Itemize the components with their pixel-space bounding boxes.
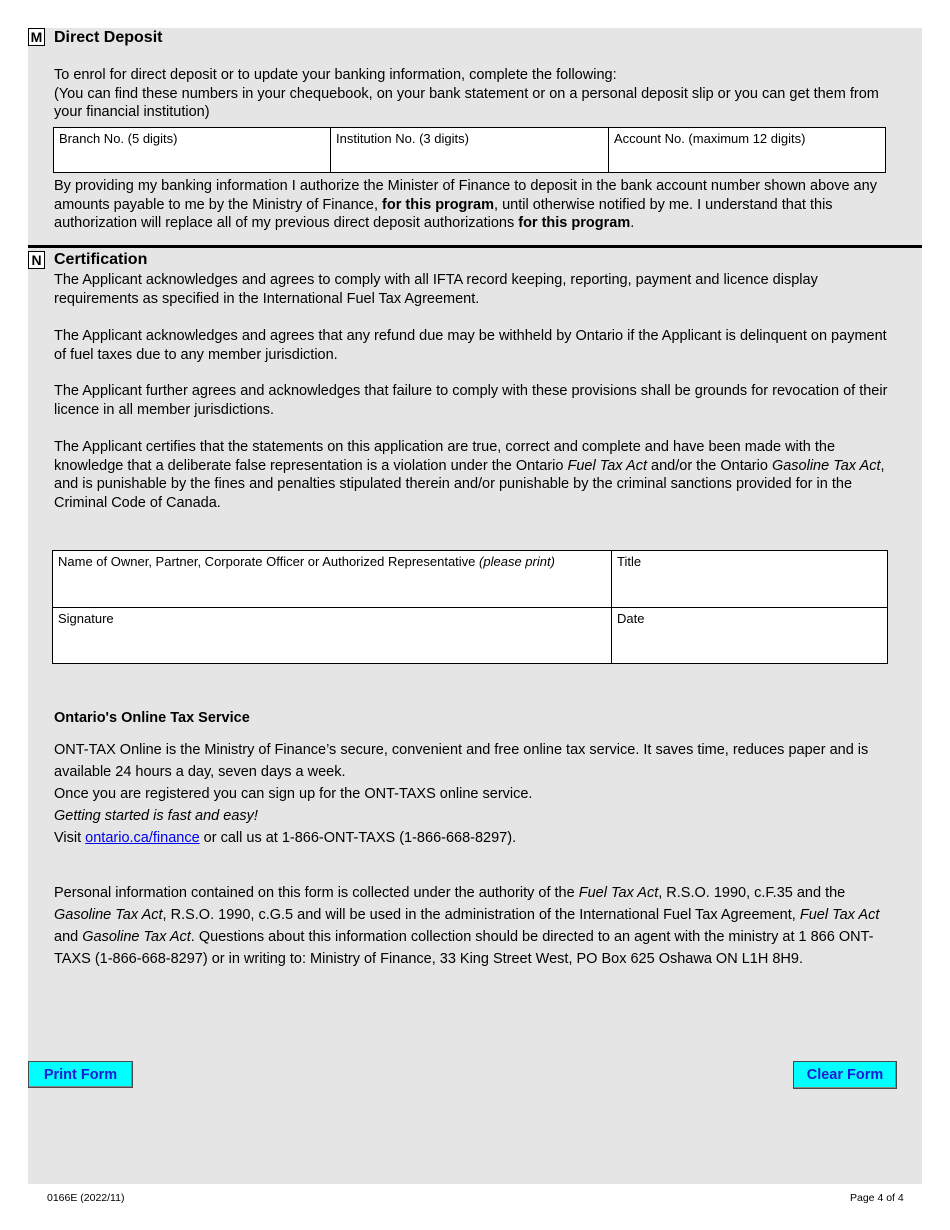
section-m-letter: M [28, 28, 45, 46]
privacy-statement [54, 882, 899, 970]
auth-bold-2: for this program [518, 215, 631, 231]
title-field[interactable] [611, 550, 888, 608]
signature-field[interactable] [52, 607, 612, 664]
cert-p4-text-b: and/or the Ontario [647, 457, 772, 474]
online-service-text [54, 739, 899, 849]
certification-paragraph-4 [54, 438, 894, 512]
online-service-visit-line [54, 827, 899, 849]
auth-text-1: By providing my banking information I authorize the Minister of Finance to deposit in the bank account number shown above any amounts payable to me by the Ministry of Finance, [54, 178, 877, 213]
representative-name-label [58, 554, 555, 569]
direct-deposit-intro-line-1: To enrol for direct deposit or to update your banking information, complete the following: [54, 67, 617, 83]
account-number-field[interactable] [608, 127, 886, 173]
cert-p4-fuel-tax-act: Fuel Tax Act [567, 457, 647, 474]
account-number-label: Account No. (maximum 12 digits) [614, 131, 806, 146]
auth-text-3: . [630, 215, 635, 231]
cert-p4-text-c: , and is punishable by the fines and penalties stipulated therein and/or punishable by the criminal sanctions provided for in the Criminal Code of Canada. [54, 457, 885, 511]
section-n-title: Certification [54, 251, 148, 268]
visit-suffix: or call us at 1-866-ONT-TAXS (1-866-668-8297). [199, 830, 517, 846]
name-label-italic: (please print) [479, 554, 555, 569]
clear-form-button[interactable]: Clear Form [793, 1061, 897, 1089]
certification-paragraph-3: The Applicant further agrees and acknowledges that failure to comply with these provisions shall be grounds for revocation of their licence in all member jurisdictions. [54, 383, 888, 418]
online-service-heading: Ontario's Online Tax Service [54, 710, 250, 726]
representative-name-field[interactable] [52, 550, 612, 608]
title-label: Title [617, 554, 642, 569]
direct-deposit-intro-line-2: (You can find these numbers in your chequebook, on your bank statement or on a personal deposit slip or you can get them from your financial institution) [54, 85, 879, 120]
cert-p4-text-a: The Applicant certifies that the statements on this application are true, correct and complete and have been made with the knowledge that a deliberate false representation is a violation under the Ontario [54, 439, 836, 474]
privacy-fuel-tax-act-1: Fuel Tax Act [578, 885, 659, 901]
privacy-text-a: Personal information contained on this form is collected under the authority of the [54, 885, 579, 901]
privacy-text-c: , R.S.O. 1990, c.G.5 and will be used in the administration of the International Fuel Tax Agreement, [162, 907, 800, 923]
ontario-finance-link[interactable]: ontario.ca/finance [85, 830, 200, 846]
certification-paragraph-2: The Applicant acknowledges and agrees that any refund due may be withheld by Ontario if the Applicant is delinquent on payment of fuel taxes due to any member jurisdiction. [54, 328, 887, 363]
section-n-letter: N [28, 251, 45, 269]
branch-number-field[interactable] [53, 127, 331, 173]
institution-number-label: Institution No. (3 digits) [336, 131, 469, 146]
form-id: 0166E (2022/11) [47, 1192, 125, 1204]
online-service-line-1: ONT-TAX Online is the Ministry of Finance’s secure, convenient and free online tax service. It saves time, reduces paper and is available 24 hours a day, seven days a week. [54, 742, 869, 780]
auth-text-2: , until otherwise notified by me. I understand that this authorization will replace all of my previous direct deposit authorizations [54, 196, 833, 231]
privacy-fuel-tax-act-2: Fuel Tax Act [799, 907, 880, 923]
online-service-tagline: Getting started is fast and easy! [54, 808, 258, 824]
print-form-button[interactable]: Print Form [28, 1061, 133, 1088]
signature-label: Signature [58, 611, 114, 626]
institution-number-field[interactable] [330, 127, 609, 173]
date-field[interactable] [611, 607, 888, 664]
direct-deposit-intro [54, 66, 894, 122]
privacy-text-b: , R.S.O. 1990, c.F.35 and the [658, 885, 846, 901]
auth-bold-1: for this program [382, 196, 495, 213]
certification-paragraph-1: The Applicant acknowledges and agrees to comply with all IFTA record keeping, reporting, payment and licence display requirements as specified in the International Fuel Tax Agreement. [54, 272, 818, 307]
online-service-line-3 [54, 805, 899, 827]
direct-deposit-authorization [54, 177, 894, 233]
privacy-text-d: and [54, 929, 83, 945]
section-divider [28, 245, 922, 248]
visit-prefix: Visit [54, 830, 86, 846]
privacy-text-e: . Questions about this information collection should be directed to an agent with the ministry at 1 866 ONT-TAXS (1-866-668-8297) or in writing to: Ministry of Finance, 33 King Street West, PO Box 625 Oshawa ON L1H 8H9. [54, 929, 874, 967]
privacy-gasoline-tax-act-1: Gasoline Tax Act [54, 907, 163, 923]
branch-number-label: Branch No. (5 digits) [59, 131, 178, 146]
cert-p4-gasoline-tax-act: Gasoline Tax Act [771, 457, 881, 474]
privacy-gasoline-tax-act-2: Gasoline Tax Act [82, 929, 191, 945]
page-number: Page 4 of 4 [850, 1192, 904, 1204]
section-m-title: Direct Deposit [54, 29, 163, 46]
date-label: Date [617, 611, 645, 626]
online-service-line-2: Once you are registered you can sign up for the ONT-TAXS online service. [54, 786, 533, 802]
name-label-text: Name of Owner, Partner, Corporate Officer or Authorized Representative [58, 554, 480, 569]
